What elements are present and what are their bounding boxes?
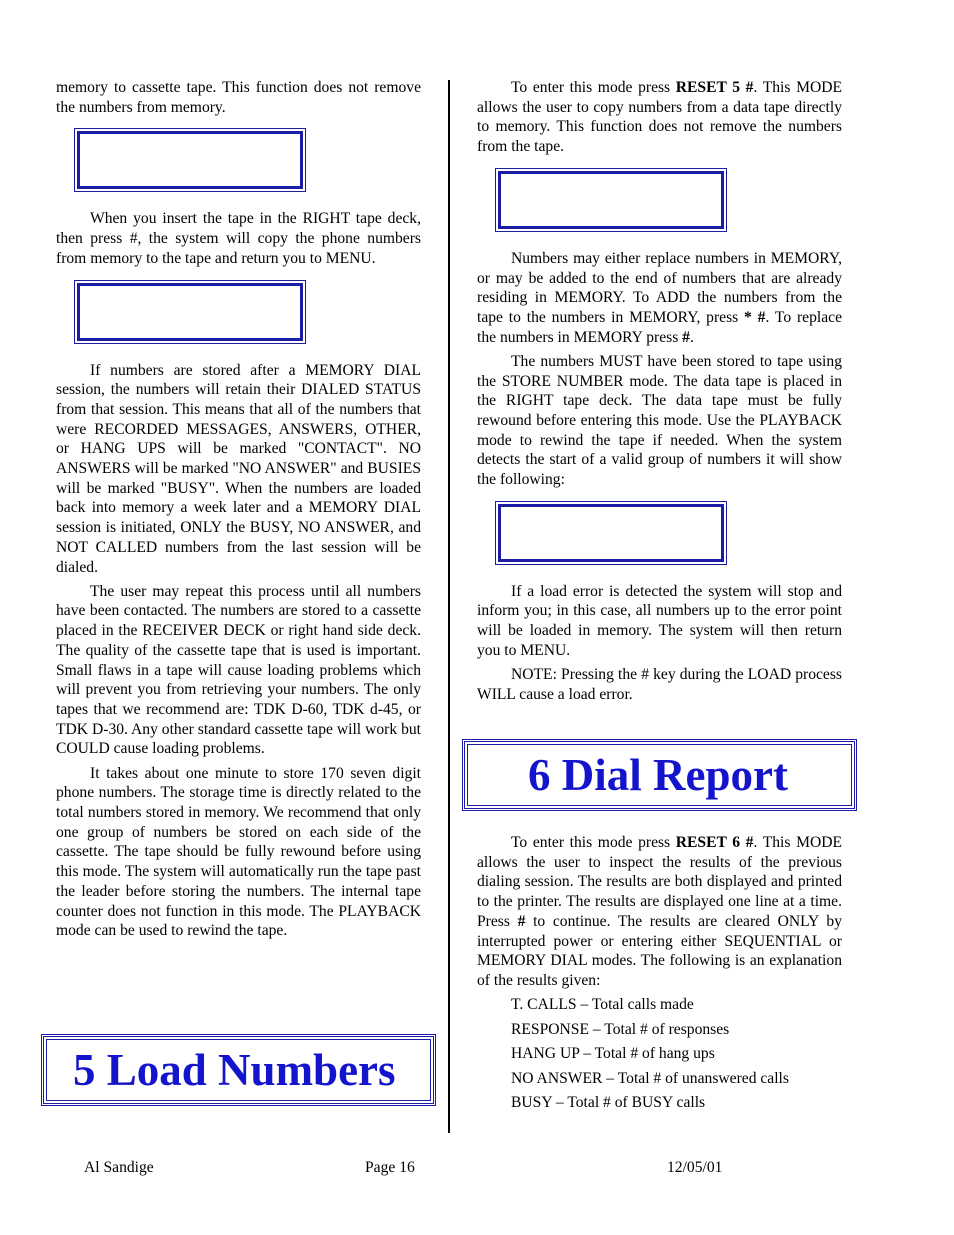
list-item: NO ANSWER – Total # of unanswered calls: [511, 1069, 789, 1087]
column-divider: [448, 80, 450, 1133]
section-6-title: 6 Dial Report: [467, 744, 852, 806]
paragraph: NOTE: Pressing the # key during the LOAD process WILL cause a load error.: [477, 666, 842, 703]
footer-author: Al Sandige: [84, 1159, 154, 1176]
text-run: To enter this mode press: [511, 79, 676, 96]
text-run: to continue. The results are cleared ONLY by interrupted power or entering either SEQUENTIAL or MEMORY DIAL modes. The following is an explanation of the results given:: [477, 912, 843, 989]
lcd-display-box: [77, 131, 303, 189]
left-column: [56, 78, 421, 945]
paragraph: If numbers are stored after a MEMORY DIAL session, the numbers will retain their DIALED STATUS from that session. This means that all of the numbers that were RECORDED MESSAGES, ANSWERS, OTHER, or HANG UPS will be marked "CONTACT". NO ANSWERS will be marked "NO ANSWER" and BUSIES will be marked "BUSY". When the numbers are loaded back into memory a week later and a MEMORY DIAL session is initiated, ONLY the BUSY, NO ANSWER, and NOT CALLED numbers from the last session will be dialed.: [56, 361, 421, 576]
text-run: . This MODE allows the user to copy numbers from a data tape directly to memory. This function does not remove the numbers from the tape.: [477, 79, 842, 156]
paragraph: [477, 249, 842, 348]
list-item: BUSY – Total # of BUSY calls: [511, 1094, 706, 1112]
list-item: T. CALLS – Total calls made: [511, 996, 694, 1014]
key-sequence: #: [517, 912, 526, 930]
right-column: [477, 78, 842, 709]
section-5-heading-box: [41, 1034, 436, 1106]
paragraph: memory to cassette tape. This function does not remove the numbers from memory.: [56, 79, 421, 116]
section-5-title: 5 Load Numbers: [46, 1039, 431, 1101]
list-item: RESPONSE – Total # of responses: [511, 1020, 730, 1038]
lcd-display-box: [77, 283, 303, 341]
paragraph: The numbers MUST have been stored to tape using the STORE NUMBER mode. The data tape is placed in the RIGHT tape deck. The data tape must be fully rewound before entering this mode. Use the PLAYBACK mode to rewind the tape if needed. When the system detects the start of a valid group of numbers it will show the following:: [477, 352, 842, 489]
text-run: . This MODE allows the user to inspect the results of the previous dialing session. The results are both displayed and printed to the printer. The results are displayed one line at a time. Press: [477, 834, 842, 930]
footer-date: 12/05/01: [667, 1159, 723, 1176]
key-sequence: #: [682, 328, 690, 346]
lcd-display-box: [498, 504, 724, 562]
section-6-heading-box: [462, 739, 857, 811]
paragraph: [477, 78, 842, 157]
paragraph: If a load error is detected the system will stop and inform you; in this case, all numbers up to the error point will be loaded in memory. The system will then return you to MENU.: [477, 582, 842, 659]
text-run: To enter this mode press: [511, 834, 676, 851]
paragraph: The user may repeat this process until all numbers have been contacted. The numbers are stored to a cassette placed in the RECEIVER DECK or right hand side deck. The quality of the cassette tape that is used is important. Small flaws in a tape will cause loading problems which will prevent you from retrieving your numbers. The only tapes that we recommend are: TDK D-60, TDK d-45, or TDK D-30. Any other standard cassette tape will work but COULD cause loading problems.: [56, 582, 421, 758]
text-run: . To replace the numbers in MEMORY press: [477, 308, 843, 346]
lcd-display-box: [498, 171, 724, 229]
list-item: HANG UP – Total # of hang ups: [511, 1045, 715, 1063]
text-run: .: [689, 328, 694, 346]
paragraph: When you insert the tape in the RIGHT tape deck, then press #, the system will copy the phone numbers from memory to the tape and return you to MENU.: [56, 210, 421, 267]
footer-page-number: Page 16: [365, 1159, 415, 1176]
paragraph: It takes about one minute to store 170 seven digit phone numbers. The storage time is directly related to the total numbers stored in memory. We recommend that only one group of numbers be stored on each side of the cassette. The tape should be fully rewound before using this mode. The system will automatically run the tape past the leader before storing the numbers. The internal tape counter does not function in this mode. The PLAYBACK mode can be used to rewind the tape.: [56, 764, 421, 940]
key-sequence: * #: [744, 308, 766, 326]
key-sequence: RESET 6 #: [675, 834, 754, 851]
paragraph: [477, 833, 842, 991]
section-6-body: [477, 833, 842, 1118]
text-run: Numbers may either replace numbers in MEMORY, or may be added to the end of numbers that are already residing in MEMORY. To ADD the numbers from the tape to the numbers in MEMORY, press: [477, 249, 842, 326]
key-sequence: RESET 5 #: [675, 79, 754, 96]
